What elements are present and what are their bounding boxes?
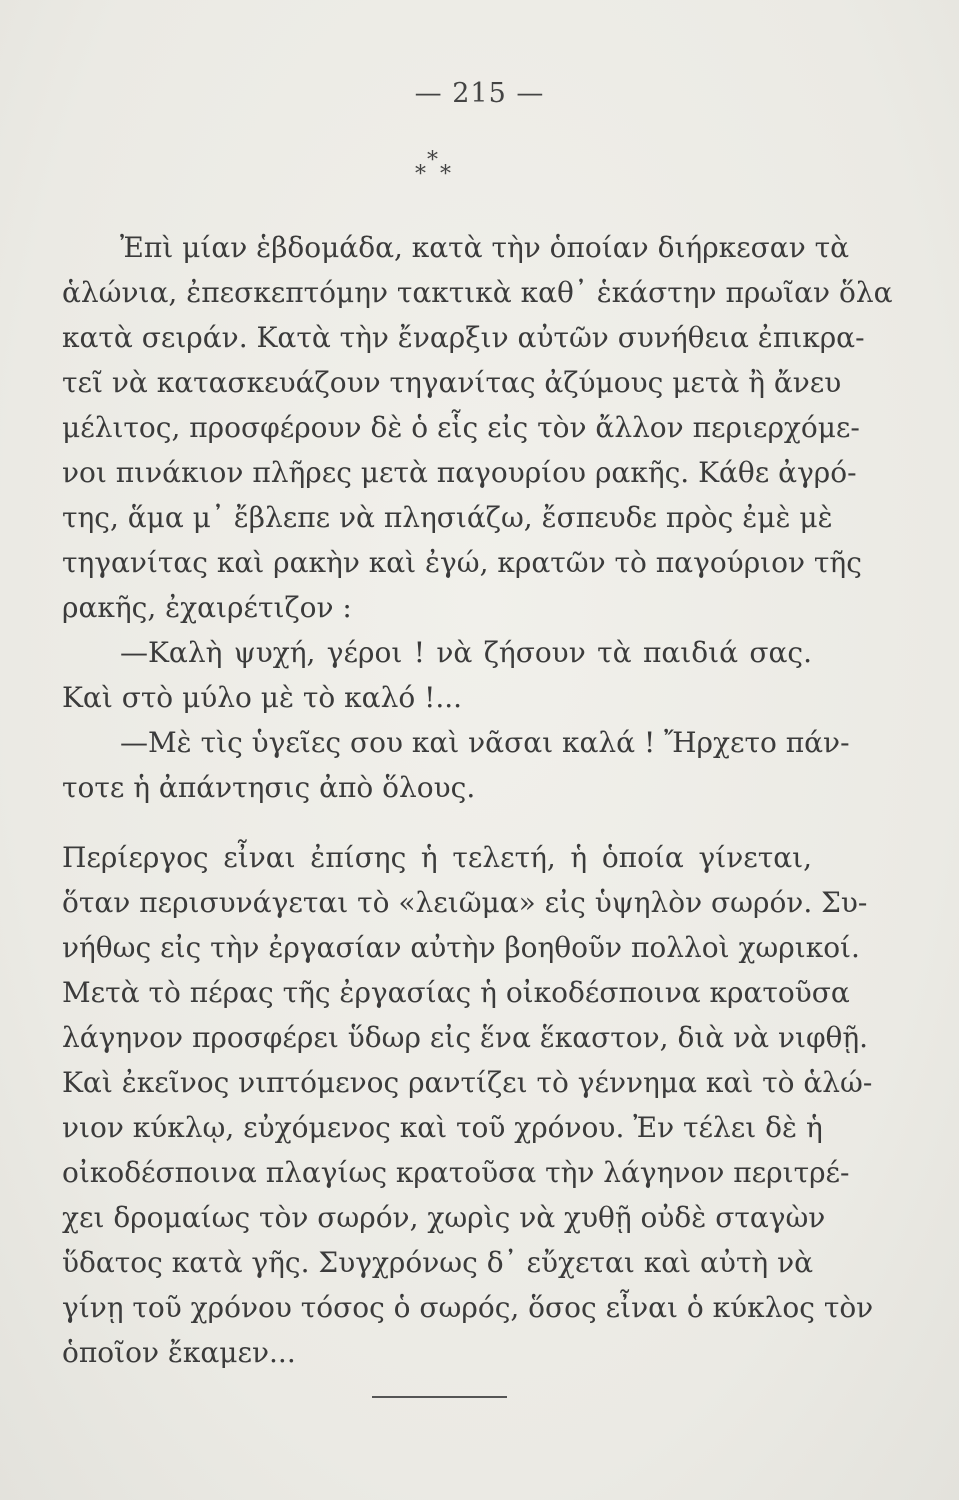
text-line: νοι πινάκιον πλῆρες μετὰ παγουρίου ρακῆς. Κάθε ἀγρό- — [62, 456, 857, 489]
text-line: τοτε ἡ ἀπάντησις ἀπὸ ὅλους. — [62, 771, 476, 804]
asterism-star-left: * — [415, 162, 426, 187]
asterism-star-top: * — [427, 148, 438, 173]
closing-rule — [372, 1396, 507, 1398]
text-line: Καὶ ἐκεῖνος νιπτόμενος ραντίζει τὸ γέννημα καὶ τὸ ἁλώ- — [62, 1066, 873, 1099]
text-line: νήθως εἰς τὴν ἐργασίαν αὐτὴν βοηθοῦν πολλοὶ χωρικοί. — [62, 931, 860, 964]
text-line: οἰκοδέσποινα πλαγίως κρατοῦσα τὴν λάγηνον περιτρέ- — [62, 1156, 850, 1189]
text-line: ρακῆς, ἐχαιρέτιζον : — [62, 591, 352, 624]
text-line: λάγηνον προσφέρει ὕδωρ εἰς ἕνα ἕκαστον, διὰ νὰ νιφθῇ. — [62, 1021, 869, 1054]
text-line: ὕδατος κατὰ γῆς. Συγχρόνως δ᾽ εὔχεται καὶ αὐτὴ νὰ — [62, 1246, 814, 1279]
dialogue-line: Καὶ στὸ μύλο μὲ τὸ καλό !... — [62, 681, 463, 714]
text-line: ὅταν περισυνάγεται τὸ «λειῶμα» εἰς ὑψηλὸν σωρόν. Συ- — [62, 886, 868, 919]
text-line: κατὰ σειράν. Κατὰ τὴν ἔναρξιν αὐτῶν συνήθεια ἐπικρα- — [62, 321, 865, 354]
text-line: ὁποῖον ἔκαμεν... — [62, 1336, 296, 1369]
text-line: χει δρομαίως τὸν σωρόν, χωρὶς νὰ χυθῇ οὐδὲ σταγὼν — [62, 1201, 826, 1234]
page-number: — 215 — — [414, 78, 545, 109]
text-line: τηγανίτας καὶ ρακὴν καὶ ἐγώ, κρατῶν τὸ παγούριον τῆς — [62, 546, 862, 579]
text-line: τεῖ νὰ κατασκευάζουν τηγανίτας ἀζύμους μετὰ ἢ ἄνευ — [62, 366, 842, 399]
dialogue-line: —Καλὴ ψυχή, γέροι ! νὰ ζήσουν τὰ παιδιά σας. — [120, 636, 812, 669]
text-line: ἁλώνια, ἐπεσκεπτόμην τακτικὰ καθ᾽ ἑκάστην πρωῖαν ὅλα — [62, 276, 893, 309]
text-line: μέλιτος, προσφέρουν δὲ ὁ εἷς εἰς τὸν ἄλλον περιερχόμε- — [62, 411, 860, 444]
asterism-star-right: * — [440, 162, 451, 187]
text-line: γίνῃ τοῦ χρόνου τόσος ὁ σωρός, ὅσος εἶναι ὁ κύκλος τὸν — [62, 1291, 874, 1324]
text-line: της, ἅμα μ᾽ ἔβλεπε νὰ πλησιάζω, ἔσπευδε πρὸς ἐμὲ μὲ — [62, 501, 833, 534]
text-line: Μετὰ τὸ πέρας τῆς ἐργασίας ἡ οἰκοδέσποινα κρατοῦσα — [62, 976, 850, 1009]
asterism-section-break — [410, 148, 460, 187]
text-line: νιον κύκλῳ, εὐχόμενος καὶ τοῦ χρόνου. Ἐν τέλει δὲ ἡ — [62, 1111, 823, 1144]
text-line: Περίεργος εἶναι ἐπίσης ἡ τελετή, ἡ ὁποία γίνεται, — [62, 841, 812, 874]
text-line: Ἐπὶ μίαν ἑβδομάδα, κατὰ τὴν ὁποίαν διήρκεσαν τὰ — [120, 231, 850, 264]
dialogue-line: —Μὲ τὶς ὑγεῖες σου καὶ νᾶσαι καλά ! Ἤρχετο πάν- — [120, 726, 850, 759]
